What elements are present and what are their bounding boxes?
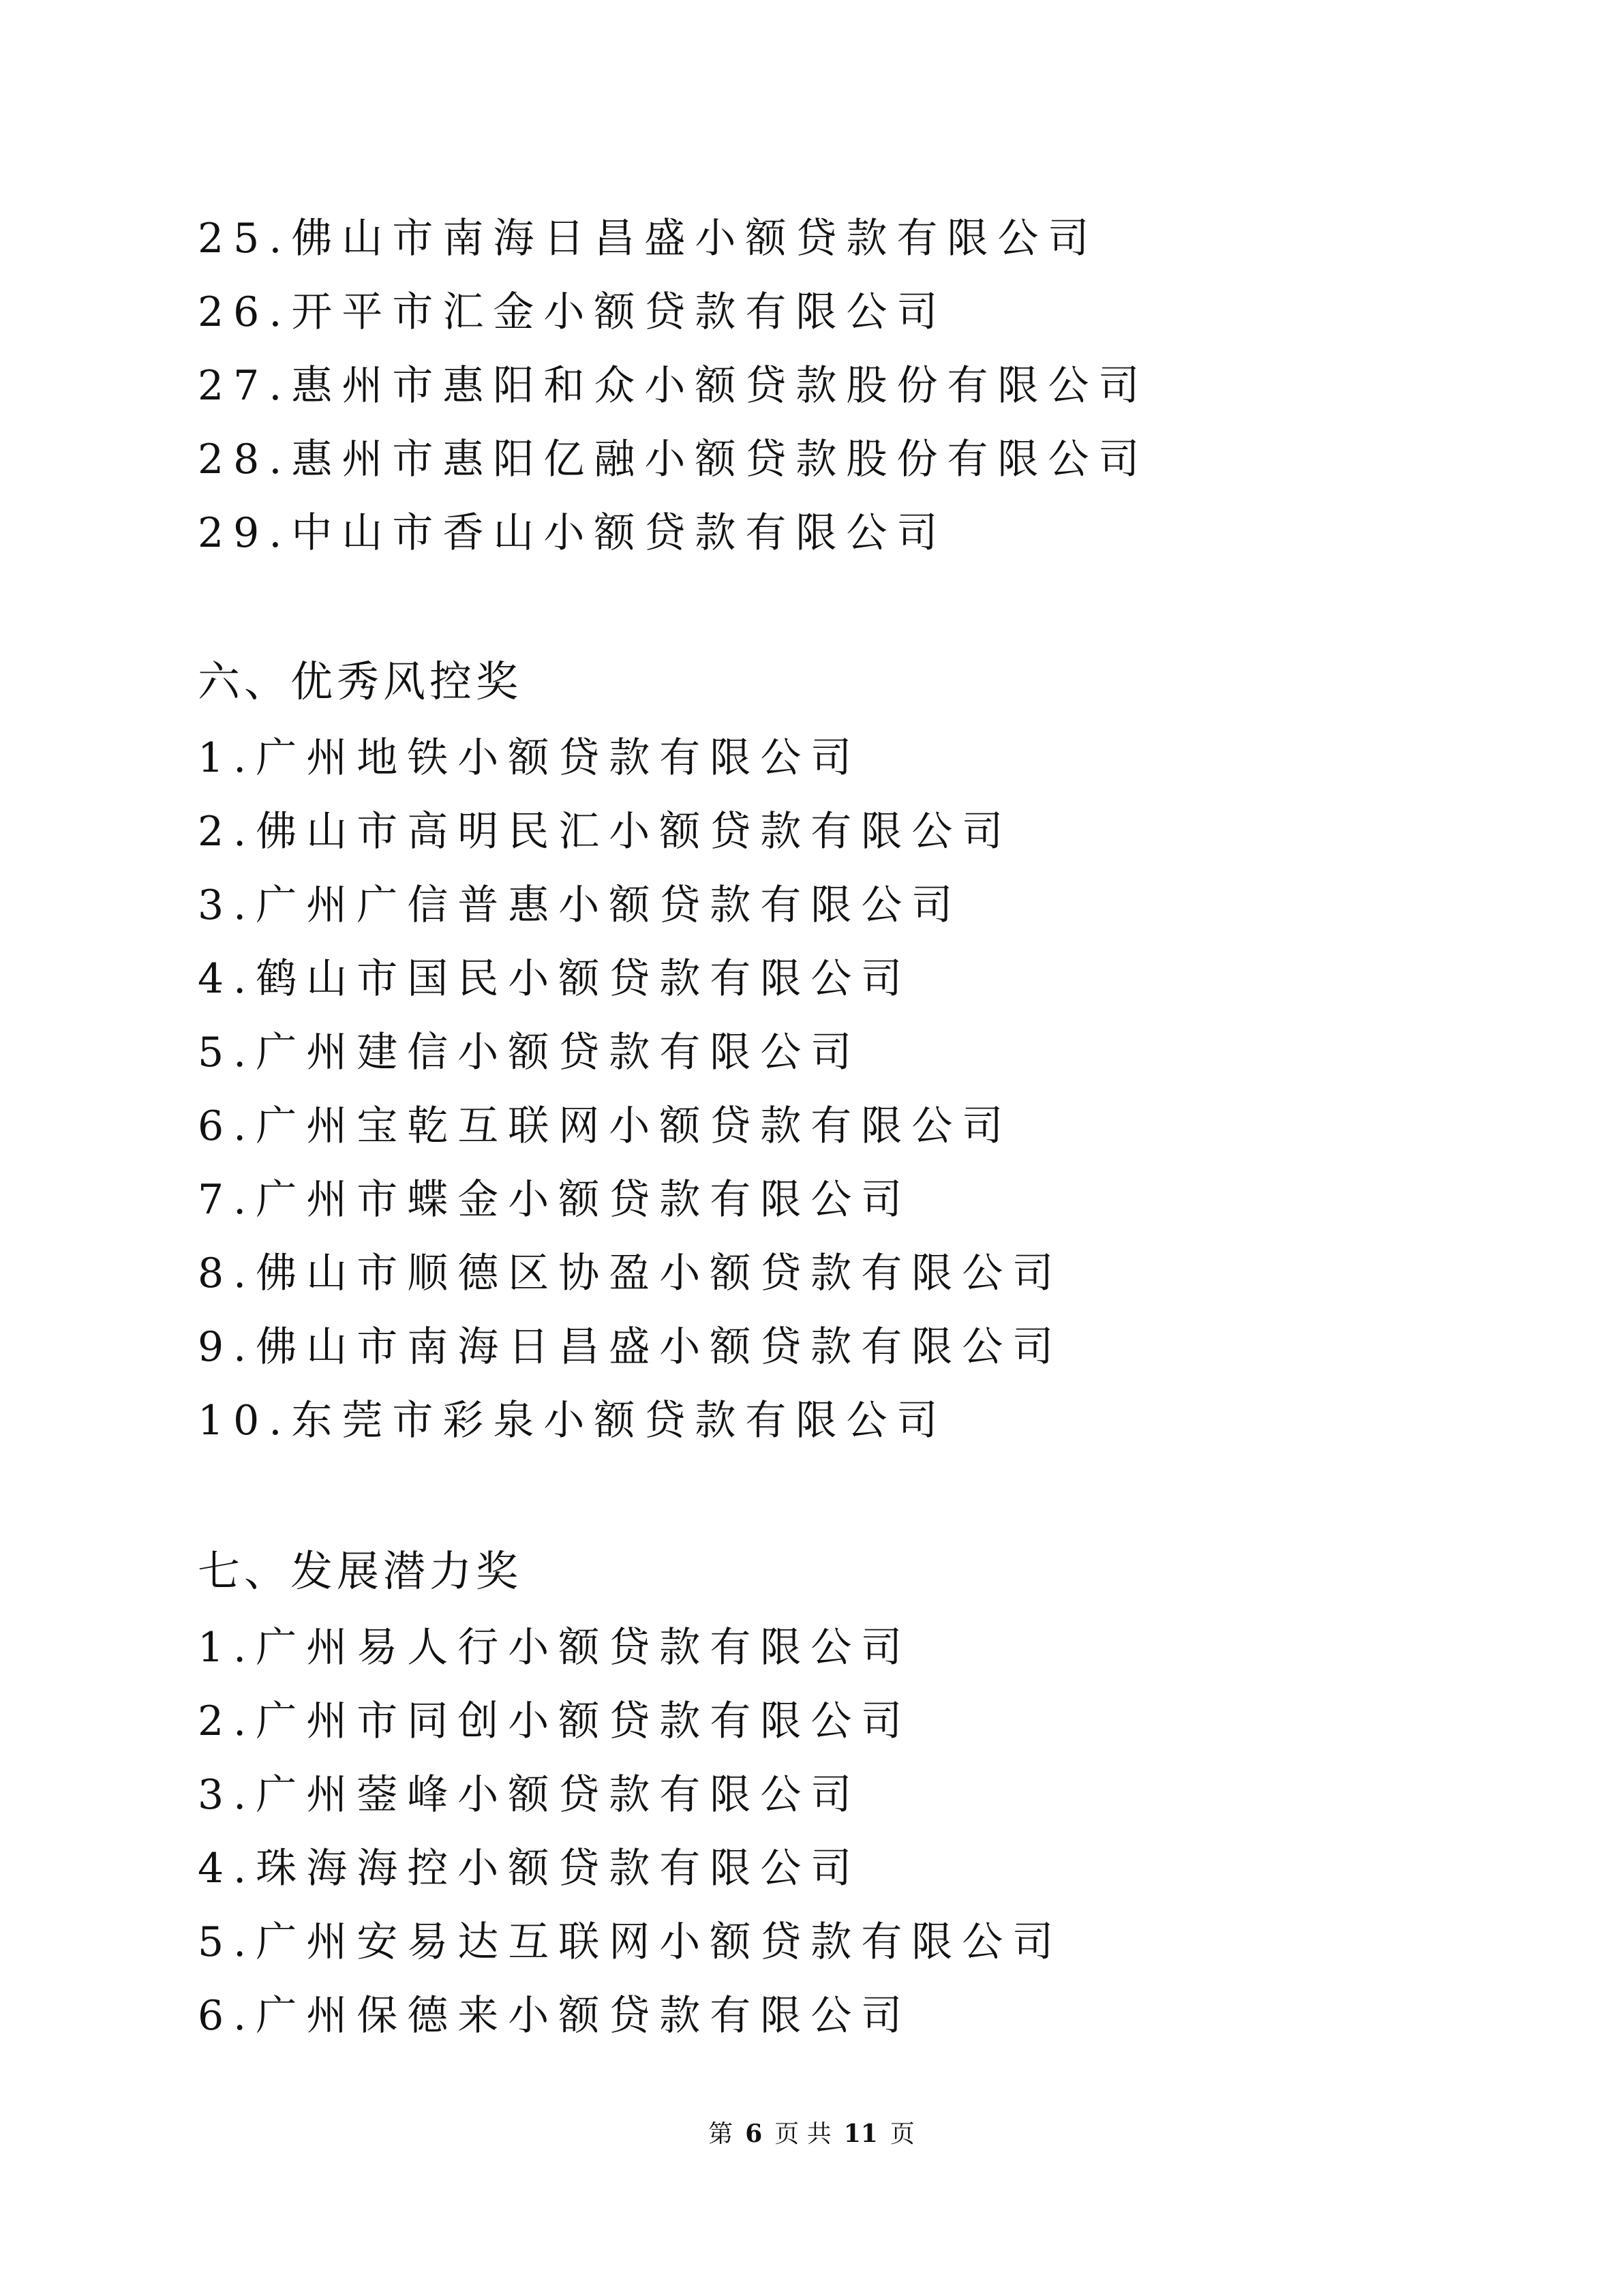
list-item: 3.广州广信普惠小额贷款有限公司 bbox=[198, 881, 962, 929]
list-item: 26.开平市汇金小额贷款有限公司 bbox=[198, 288, 947, 336]
list-item: 2.佛山市高明民汇小额贷款有限公司 bbox=[198, 808, 1013, 856]
list-item: 3.广州蓥峰小额贷款有限公司 bbox=[198, 1771, 862, 1819]
page-footer bbox=[0, 2117, 1623, 2151]
footer-suffix: 页 bbox=[890, 2120, 915, 2148]
list-item: 5.广州建信小额贷款有限公司 bbox=[198, 1029, 862, 1076]
list-item: 5.广州安易达互联网小额贷款有限公司 bbox=[198, 1918, 1063, 1966]
list-item: 29.中山市香山小额贷款有限公司 bbox=[198, 509, 947, 557]
list-item: 2.广州市同创小额贷款有限公司 bbox=[198, 1697, 912, 1745]
section-heading: 六、优秀风控奖 bbox=[198, 656, 523, 706]
footer-prefix: 第 bbox=[708, 2120, 733, 2148]
list-item: 4.珠海海控小额贷款有限公司 bbox=[198, 1845, 862, 1892]
list-item: 1.广州地铁小额贷款有限公司 bbox=[198, 734, 862, 782]
list-item: 8.佛山市顺德区协盈小额贷款有限公司 bbox=[198, 1250, 1063, 1297]
list-item: 28.惠州市惠阳亿融小额贷款股份有限公司 bbox=[198, 436, 1149, 483]
list-item: 25.佛山市南海日昌盛小额贷款有限公司 bbox=[198, 215, 1099, 262]
list-item: 6.广州保德来小额贷款有限公司 bbox=[198, 1992, 912, 2040]
current-page-number: 6 bbox=[745, 2119, 763, 2148]
section-heading: 七、发展潜力奖 bbox=[198, 1546, 523, 1596]
list-item: 1.广州易人行小额贷款有限公司 bbox=[198, 1624, 912, 1672]
list-item: 27.惠州市惠阳和众小额贷款股份有限公司 bbox=[198, 362, 1149, 410]
list-item: 6.广州宝乾互联网小额贷款有限公司 bbox=[198, 1102, 1013, 1150]
list-item: 10.东莞市彩泉小额贷款有限公司 bbox=[198, 1397, 947, 1445]
footer-middle: 页 共 bbox=[774, 2120, 832, 2148]
total-page-count: 11 bbox=[843, 2119, 878, 2148]
list-item: 7.广州市蝶金小额贷款有限公司 bbox=[198, 1176, 912, 1224]
list-item: 4.鹤山市国民小额贷款有限公司 bbox=[198, 955, 912, 1003]
list-item: 9.佛山市南海日昌盛小额贷款有限公司 bbox=[198, 1323, 1063, 1371]
